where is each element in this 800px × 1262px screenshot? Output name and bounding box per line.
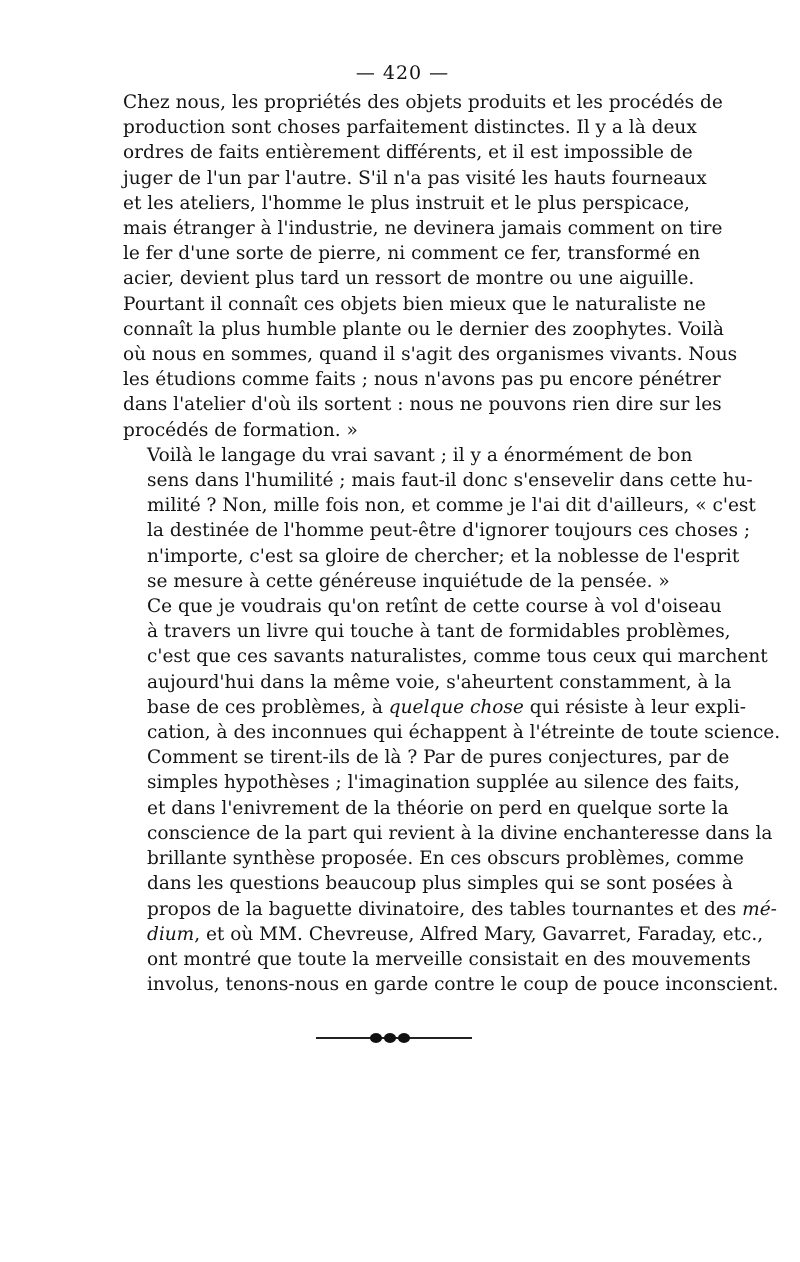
text-line: Chez nous, les propriétés des objets produits et les procédés de	[123, 92, 723, 113]
ornament-dot	[398, 1033, 410, 1043]
text-line: acier, devient plus tard un ressort de montre ou une aiguille.	[123, 268, 695, 290]
text-line: à travers un livre qui touche à tant de formidables problèmes,	[147, 621, 731, 643]
ornament-dot	[384, 1033, 396, 1043]
text-line: et les ateliers, l'homme le plus instruit et le plus perspicace,	[123, 192, 690, 214]
text-line: juger de l'un par l'autre. S'il n'a pas visité les hauts fourneaux	[123, 167, 707, 189]
text-line: brillante synthèse proposée. En ces obscurs problèmes, comme	[147, 848, 744, 870]
page-number: — 420 —	[355, 62, 450, 84]
text-line: dium, et où MM. Chevreuse, Alfred Mary, Gavarret, Faraday, etc.,	[147, 923, 764, 945]
text-line: se mesure à cette généreuse inquiétude de la pensée. »	[147, 570, 670, 592]
paragraph	[123, 90, 738, 443]
paragraph	[123, 594, 781, 997]
text-line: dans l'atelier d'où ils sortent : nous ne pouvons rien dire sur les	[123, 394, 722, 416]
text-line: le fer d'une sorte de pierre, ni comment ce fer, transformé en	[123, 243, 701, 265]
text-line: c'est que ces savants naturalistes, comme tous ceux qui marchent	[147, 646, 768, 668]
text-line: Pourtant il connaît ces objets bien mieux que le naturaliste ne	[123, 293, 706, 315]
italic-text: mé-	[742, 898, 777, 920]
text-line: les étudions comme faits ; nous n'avons pas pu encore pénétrer	[123, 369, 721, 391]
text-line: base de ces problèmes, à quelque chose qui résiste à leur expli-	[147, 696, 746, 718]
ornament-dot	[370, 1033, 382, 1043]
text-line: production sont choses parfaitement distinctes. Il y a là deux	[123, 117, 697, 139]
text-line: procédés de formation. »	[123, 419, 358, 441]
text-line: cation, à des inconnues qui échappent à l'étreinte de toute science.	[147, 722, 781, 744]
text-line: involus, tenons-nous en garde contre le coup de pouce inconscient.	[147, 974, 779, 996]
text-line: milité ? Non, mille fois non, et comme je l'ai dit d'ailleurs, « c'est	[147, 495, 756, 517]
text-line: la destinée de l'homme peut-être d'ignorer toujours ces choses ;	[147, 520, 751, 542]
text-line: où nous en sommes, quand il s'agit des organismes vivants. Nous	[123, 344, 738, 366]
text-line: aujourd'hui dans la même voie, s'aheurtent constamment, à la	[147, 671, 732, 693]
text-line: et dans l'enivrement de la théorie on perd en quelque sorte la	[147, 797, 729, 819]
text-line: Ce que je voudrais qu'on retînt de cette course à vol d'oiseau	[147, 596, 722, 618]
text-line: Comment se tirent-ils de là ? Par de pures conjectures, par de	[147, 747, 730, 769]
text-line: conscience de la part qui revient à la divine enchanteresse dans la	[147, 822, 773, 844]
text-line: propos de la baguette divinatoire, des tables tournantes et des mé-	[147, 898, 777, 920]
text-line: connaît la plus humble plante ou le dernier des zoophytes. Voilà	[123, 318, 724, 340]
italic-text: quelque chose	[388, 696, 524, 718]
page-body	[123, 56, 781, 997]
text-line: ont montré que toute la merveille consistait en des mouvements	[147, 948, 751, 970]
text-line: Voilà le langage du vrai savant ; il y a énormément de bon	[147, 444, 693, 466]
text-line: mais étranger à l'industrie, ne devinera jamais comment on tire	[123, 218, 723, 240]
text-line: sens dans l'humilité ; mais faut-il donc s'ensevelir dans cette hu-	[147, 470, 753, 492]
text-line: dans les questions beaucoup plus simples qui se sont posées à	[147, 873, 733, 895]
body-text	[123, 90, 781, 997]
text-line: n'importe, c'est sa gloire de chercher; et la noblesse de l'esprit	[147, 545, 740, 567]
italic-text: dium	[147, 923, 195, 945]
end-ornament	[316, 1033, 472, 1043]
paragraph	[123, 443, 756, 594]
text-line: ordres de faits entièrement différents, et il est impossible de	[123, 142, 693, 164]
text-line: simples hypothèses ; l'imagination supplée au silence des faits,	[147, 772, 740, 794]
